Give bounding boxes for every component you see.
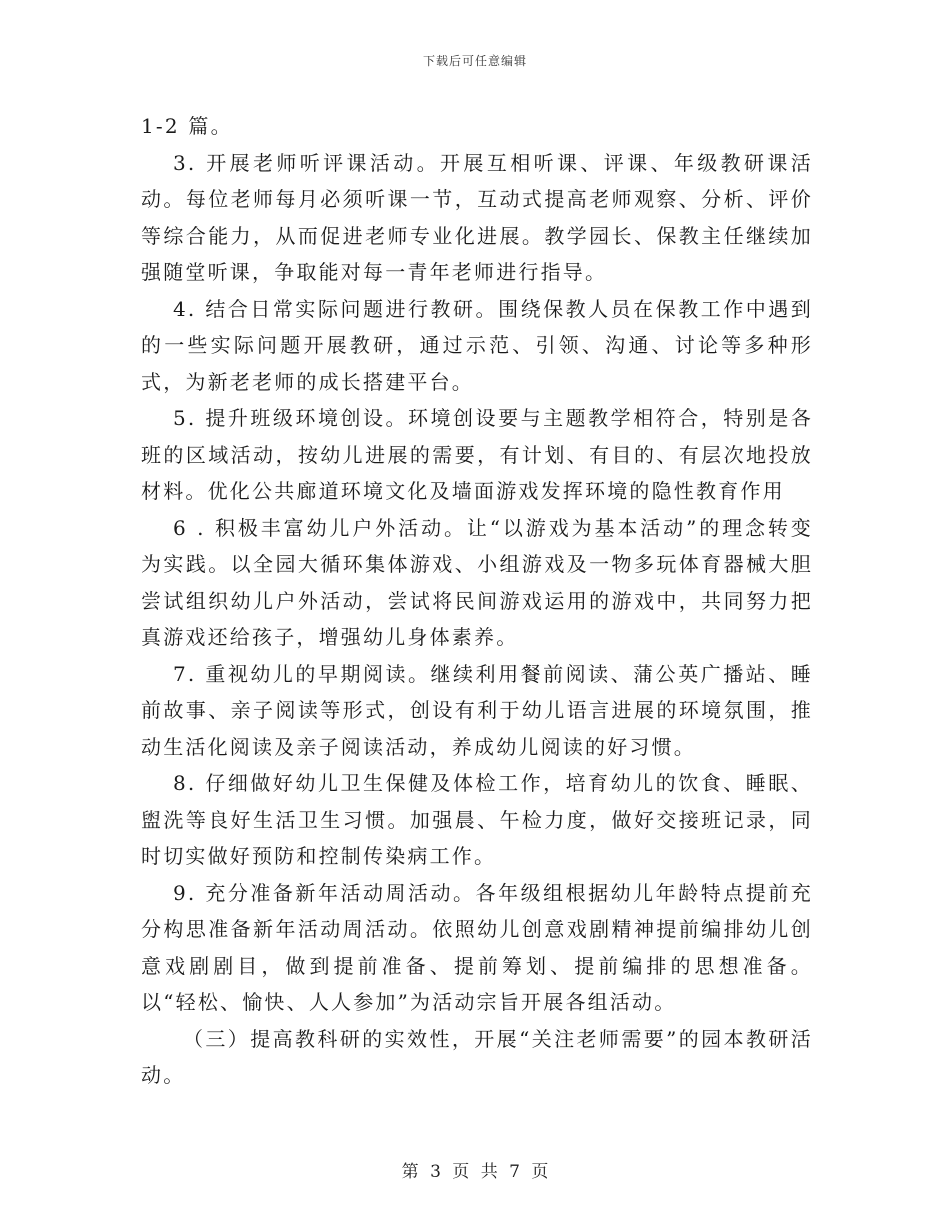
paragraph-item-6: 6 . 积极丰富幼儿户外活动。让“以游戏为基本活动”的理念转变为实践。以全园大循环集体游戏、小组游戏及一物多玩体育器械大胆尝试组织幼儿户外活动，尝试将民间游戏运用的游戏中，共同努力把真游戏还给孩子，增强幼儿身体素养。 [141,515,813,649]
document-body [141,108,813,1094]
paragraph-item-4: 4. 结合日常实际问题进行教研。围绕保教人员在保教工作中遇到的一些实际问题开展教研，通过示范、引领、沟通、讨论等多种形式，为新老老师的成长搭建平台。 [141,296,813,394]
paragraph-item-8: 8. 仔细做好幼儿卫生保健及体检工作，培育幼儿的饮食、睡眠、盥洗等良好生活卫生习惯。加强晨、午检力度，做好交接班记录，同时切实做好预防和控制传染病工作。 [141,771,813,868]
paragraph-item-3: 3. 开展老师听评课活动。开展互相听课、评课、年级教研课活动。每位老师每月必须听课一节，互动式提高老师观察、分析、评价等综合能力，从而促进老师专业化进展。教学园长、保教主任继续加强随堂听课，争取能对每一青年老师进行指导。 [141,150,813,284]
section-heading-3: （三）提高教科研的实效性，开展“关注老师需要”的园本教研活动。 [141,1026,813,1087]
page-footer: 第 3 页 共 7 页 [401,1162,549,1182]
paragraph-item-9: 9. 充分准备新年活动周活动。各年级组根据幼儿年龄特点提前充分构思准备新年活动周活动。依照幼儿创意戏剧精神提前编排幼儿创意戏剧剧目，做到提前准备、提前筹划、提前编排的思想准备。以“轻松、愉快、人人参加”为活动宗旨开展各组活动。 [141,880,813,1014]
paragraph-continuation: 1-2 篇。 [141,114,233,138]
paragraph-item-5: 5. 提升班级环境创设。环境创设要与主题教学相符合，特别是各班的区域活动，按幼儿进展的需要，有计划、有目的、有层次地投放材料。优化公共廊道环境文化及墙面游戏发挥环境的隐性教育作用 [141,406,813,503]
paragraph-item-7: 7. 重视幼儿的早期阅读。继续利用餐前阅读、蒲公英广播站、睡前故事、亲子阅读等形式，创设有利于幼儿语言进展的环境氛围，推动生活化阅读及亲子阅读活动，养成幼儿阅读的好习惯。 [141,661,813,759]
page-header: 下载后可任意编辑 [422,54,527,68]
